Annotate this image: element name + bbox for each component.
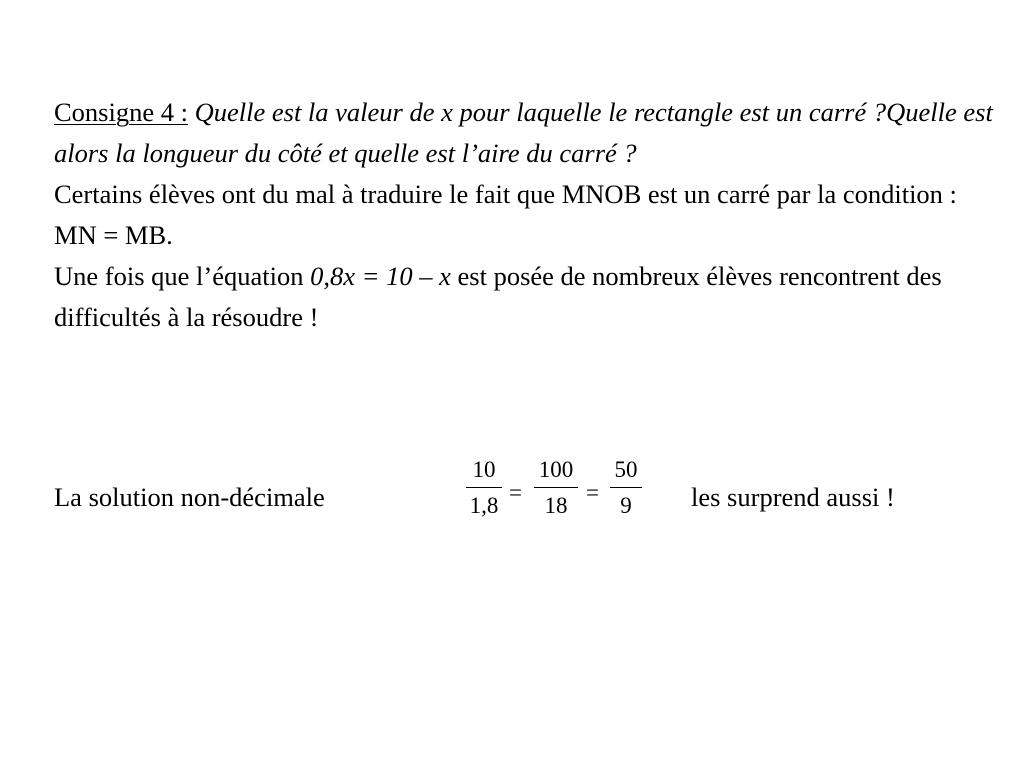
solution-label: La solution non-décimale [54, 482, 325, 512]
fraction-2 [534, 456, 578, 520]
equation-outro: est posée de nombreux élèves rencontrent des difficultés à la résoudre ! [54, 261, 942, 332]
fraction-3 [610, 456, 642, 520]
main-text-block [54, 92, 1004, 338]
fraction-3-numerator: 50 [614, 457, 638, 482]
equation-paragraph [54, 256, 1004, 338]
fraction-1-bar [466, 487, 502, 488]
fraction-1-numerator: 10 [472, 457, 496, 482]
equation-intro: Une fois que l’équation [54, 261, 311, 291]
solution-tail: les surprend aussi ! [691, 482, 895, 512]
fraction-1-denominator: 1,8 [469, 493, 499, 519]
fraction-3-bar [610, 487, 642, 488]
equals-sign-2: = [586, 480, 599, 505]
fraction-2-numerator: 100 [538, 457, 574, 482]
consigne-label: Consigne 4 : [54, 97, 188, 127]
difficulty-paragraph: Certains élèves ont du mal à traduire le fait que MNOB est un carré par la condition : MN = MB. [54, 179, 957, 250]
consigne-question: Quelle est la valeur de x pour laquelle le rectangle est un carré ?Quelle est alors la longueur du côté et quelle est l’aire du carré ? [54, 97, 993, 168]
equation-text: 0,8x = 10 – x [310, 261, 451, 291]
fraction-3-denominator: 9 [620, 493, 632, 519]
fraction-2-denominator: 18 [544, 493, 568, 519]
consigne-paragraph [54, 92, 1004, 174]
fraction-2-bar [534, 487, 578, 488]
fraction-1 [466, 456, 502, 520]
equals-sign-1: = [509, 480, 522, 505]
